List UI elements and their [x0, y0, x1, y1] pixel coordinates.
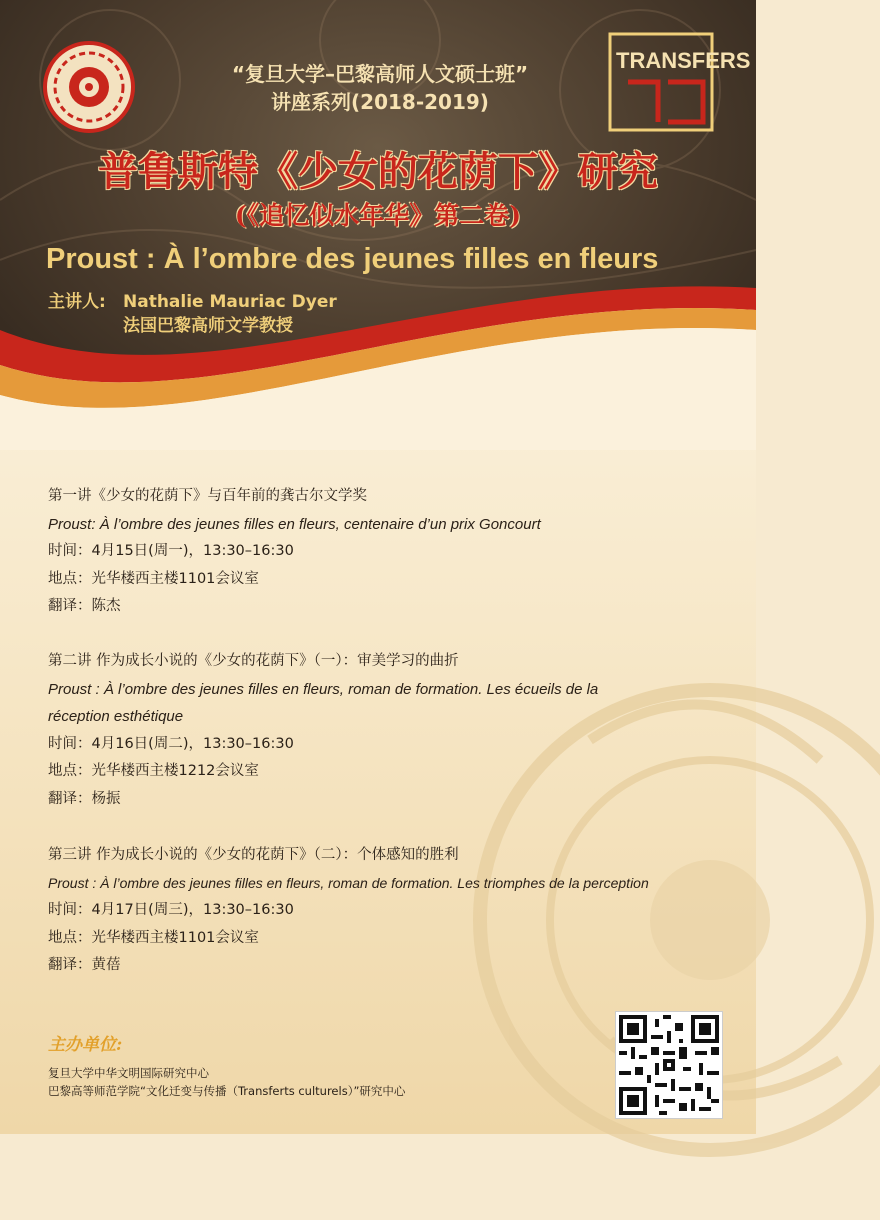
lecture-title: 第二讲 作为成长小说的《少女的花荫下》（一）：审美学习的曲折	[48, 653, 459, 669]
organizers-label: 主办单位:	[48, 1035, 123, 1055]
lecture-time: 时间：4月16日(周二)，13:30–16:30	[48, 735, 294, 752]
lecture-place: 地点：光华楼西主楼1101会议室	[48, 570, 259, 587]
series-line-1: “复旦大学–巴黎高师人文硕士班”	[231, 62, 529, 86]
speaker-name: Nathalie Mauriac Dyer	[123, 292, 337, 312]
speaker-label: 主讲人:	[48, 292, 106, 312]
lecture-2	[48, 648, 738, 813]
series-line-2: 讲座系列(2018-2019)	[271, 90, 489, 114]
lecture-translator: 翻译：黄蓓	[48, 957, 121, 973]
lecture-place: 地点：光华楼西主楼1212会议室	[48, 763, 259, 779]
lecture-title: 第一讲《少女的花荫下》与百年前的龚古尔文学奖	[48, 488, 367, 504]
lecture-translator: 翻译：杨振	[48, 790, 121, 807]
speaker-block	[48, 290, 337, 338]
logo-right-text: TRANSFERS	[616, 48, 751, 73]
organizer-1: 复旦大学中华文明国际研究中心	[48, 1066, 209, 1080]
lecture-title-fr: Proust : À l’ombre des jeunes filles en fleurs, roman de formation. Les triomphes de la perception	[48, 874, 649, 891]
lecture-place: 地点：光华楼西主楼1101会议室	[48, 929, 259, 946]
lecture-title-fr-line2: réception esthétique	[48, 708, 184, 725]
lecture-1	[48, 483, 738, 621]
lecture-title: 第三讲 作为成长小说的《少女的花荫下》（二）：个体感知的胜利	[48, 847, 459, 863]
fudan-logo-icon	[42, 40, 136, 134]
main-title-cn: 普鲁斯特《少女的花荫下》研究	[98, 148, 658, 195]
organizer-2: 巴黎高等师范学院“文化迁变与传播（Transferts culturels）”研究中心	[48, 1084, 406, 1098]
lecture-translator: 翻译：陈杰	[48, 598, 121, 614]
lecture-3	[48, 842, 738, 980]
lecture-title-fr: Proust: À l’ombre des jeunes filles en fleurs, centenaire d’un prix Goncourt	[48, 515, 541, 533]
main-title-fr: Proust : À l’ombre des jeunes filles en fleurs	[46, 243, 659, 275]
qr-code-icon[interactable]	[616, 1012, 722, 1118]
subtitle-cn: (《追忆似水年华》第二卷)	[234, 201, 522, 230]
lecture-time: 时间：4月17日(周三)，13:30–16:30	[48, 902, 294, 918]
series-title	[170, 60, 590, 116]
lecture-time: 时间：4月15日(周一)，13:30–16:30	[48, 543, 294, 559]
speaker-title: 法国巴黎高师文学教授	[123, 316, 293, 336]
transfers-logo-icon	[608, 32, 751, 132]
lecture-title-fr: Proust : À l’ombre des jeunes filles en fleurs, roman de formation. Les écueils de la	[48, 680, 599, 698]
